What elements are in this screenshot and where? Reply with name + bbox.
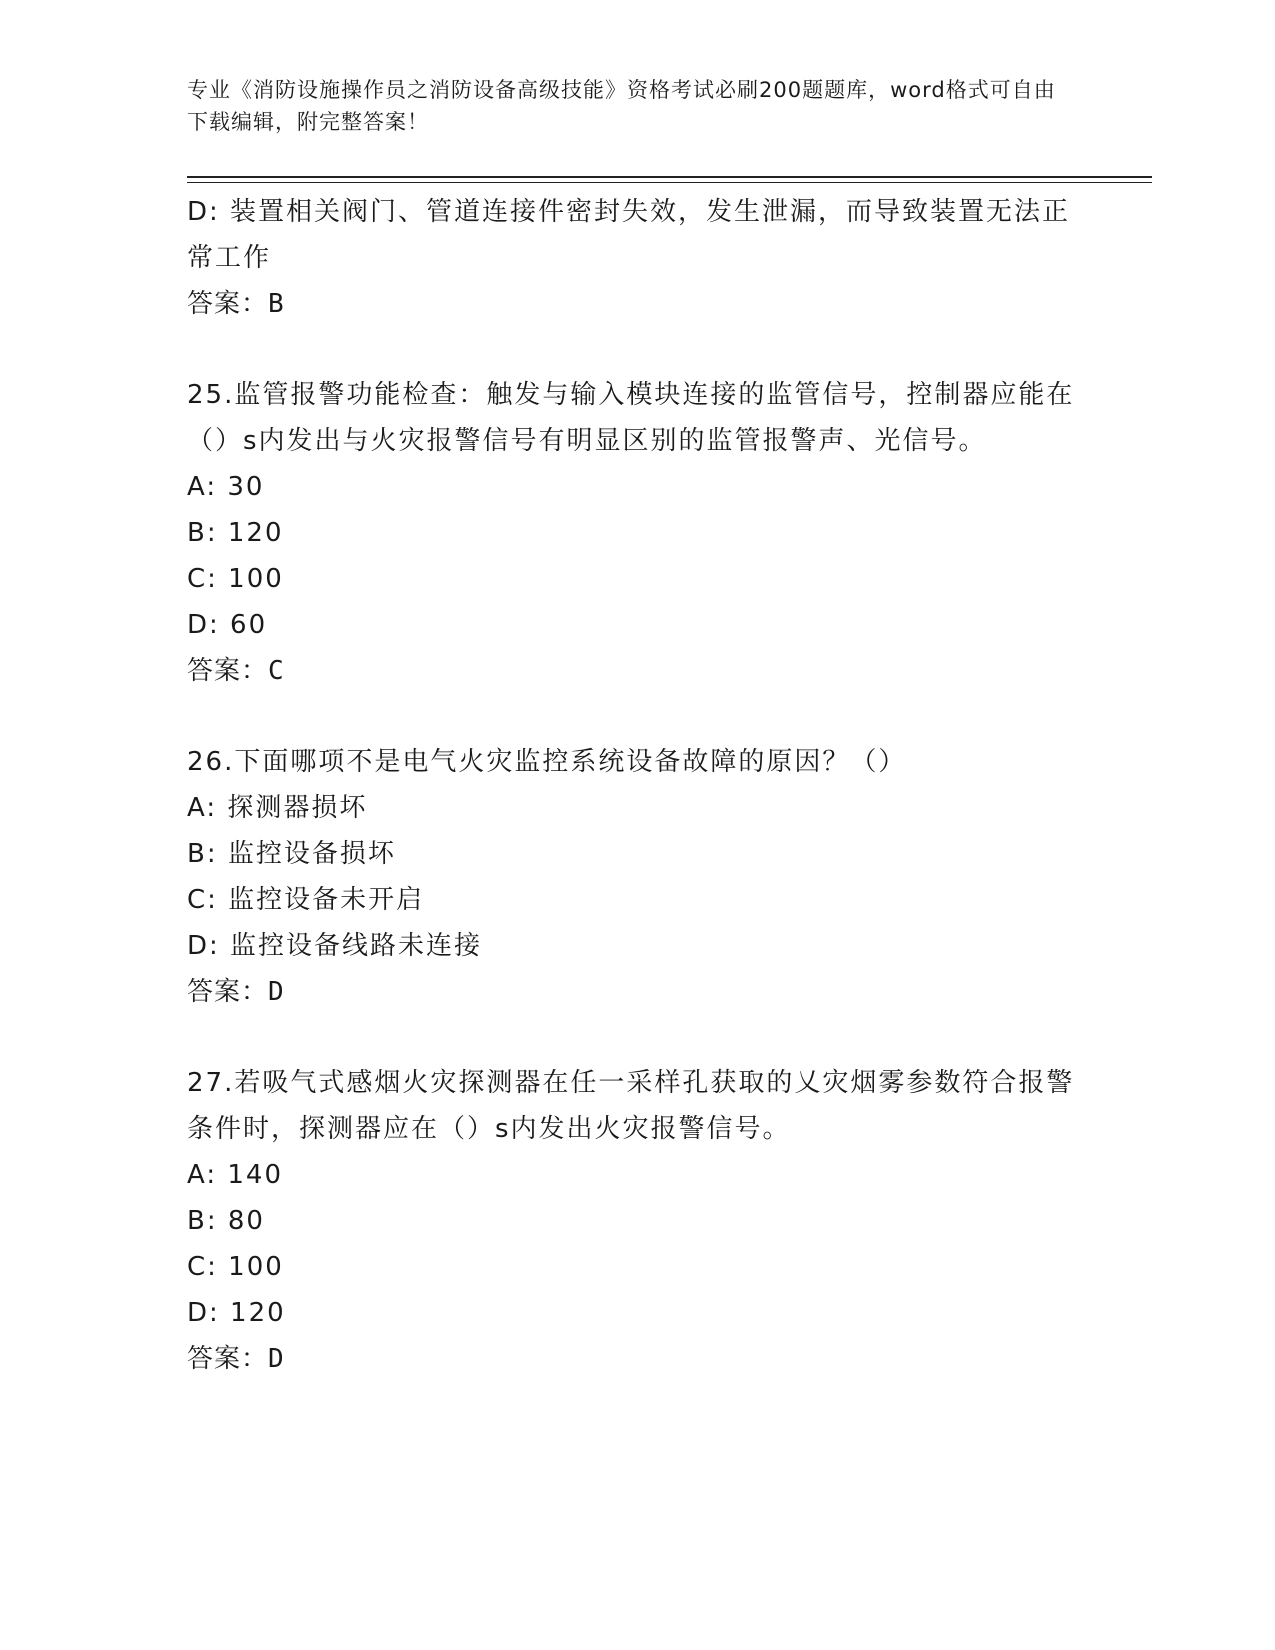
option-a: A: 30 — [187, 472, 265, 502]
document-header: 专业《消防设施操作员之消防设备高级技能》资格考试必刷200题题库，word格式可自由下载编辑，附完整答案！ — [187, 78, 1056, 134]
spacer — [187, 694, 1077, 739]
question-text: 27.若吸气式感烟火灾探测器在任一采样孔获取的乂灾烟雾参数符合报警条件时，探测器应在（）s内发出火灾报警信号。 — [187, 1068, 1075, 1144]
option-c: C: 100 — [187, 1252, 284, 1282]
question-25 — [187, 372, 1077, 694]
previous-question-tail — [187, 189, 1077, 327]
answer-line: 答案：D — [187, 1344, 285, 1374]
spacer — [187, 1015, 1077, 1060]
option-a: A: 140 — [187, 1160, 283, 1190]
option-b: B: 监控设备损坏 — [187, 839, 396, 869]
answer-line: 答案：B — [187, 289, 285, 319]
option-b: B: 80 — [187, 1206, 265, 1236]
option-d: D: 监控设备线路未连接 — [187, 931, 483, 961]
option-c: C: 100 — [187, 564, 284, 594]
spacer — [187, 327, 1077, 372]
question-text: 25.监管报警功能检查：触发与输入模块连接的监管信号，控制器应能在（）s内发出与火灾报警信号有明显区别的监管报警声、光信号。 — [187, 380, 1075, 456]
option-d: D: 120 — [187, 1298, 286, 1328]
question-text: 26.下面哪项不是电气火灾监控系统设备故障的原因？（） — [187, 747, 907, 777]
document-body — [187, 189, 1077, 1382]
answer-line: 答案：C — [187, 656, 285, 686]
question-26 — [187, 739, 1077, 1015]
header-divider-thin — [187, 182, 1152, 183]
question-27 — [187, 1060, 1077, 1382]
header-divider-thick — [187, 176, 1152, 178]
option-b: B: 120 — [187, 518, 284, 548]
option-a: A: 探测器损坏 — [187, 793, 368, 823]
option-c: C: 监控设备未开启 — [187, 885, 425, 915]
answer-line: 答案：D — [187, 977, 285, 1007]
option-d: D: 60 — [187, 610, 268, 640]
option-d: D: 装置相关阀门、管道连接件密封失效，发生泄漏，而导致装置无法正常工作 — [187, 197, 1071, 273]
